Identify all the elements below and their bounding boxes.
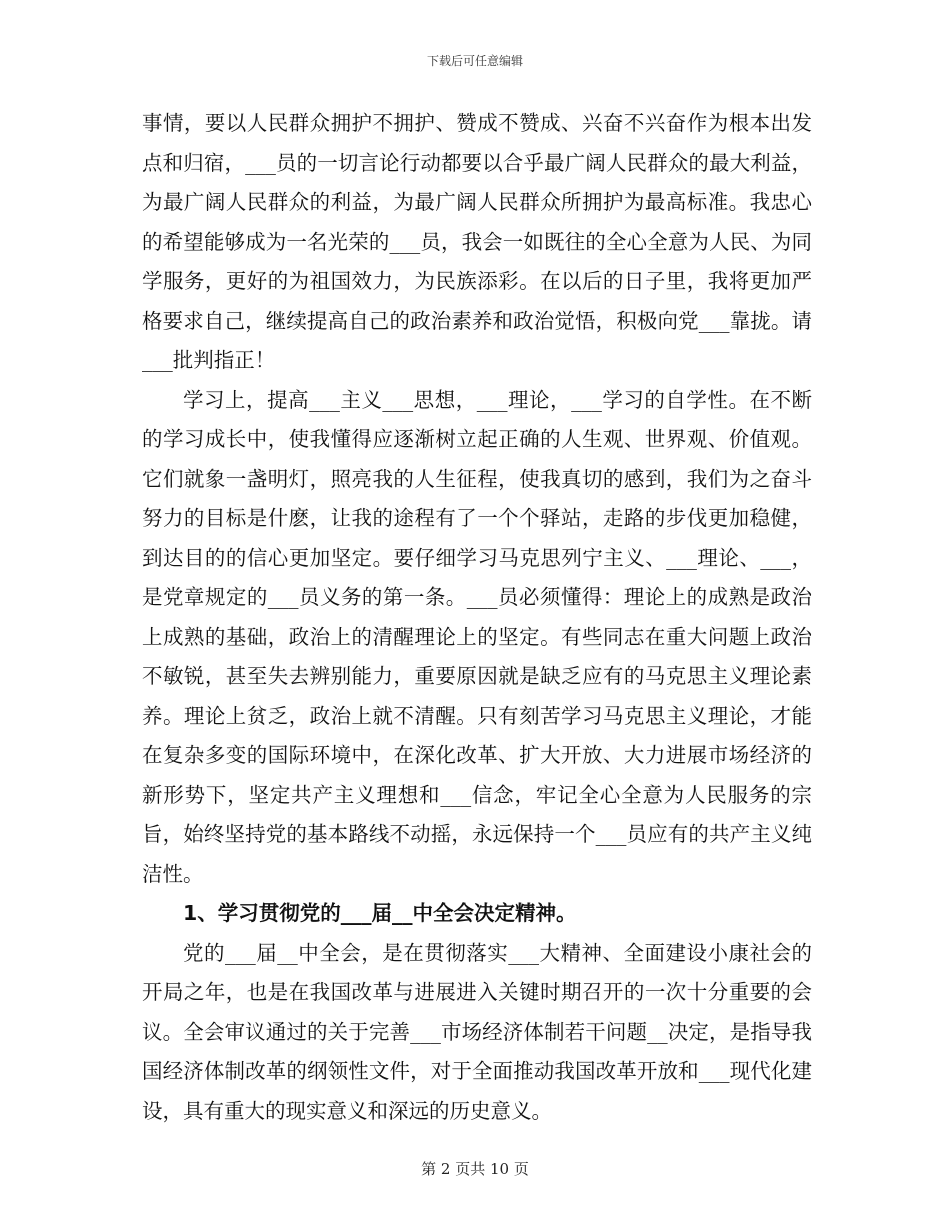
- page-header: 下载后可任意编辑: [426, 54, 523, 68]
- paragraph-continuation: 事情，要以人民群众拥护不拥护、赞成不赞成、兴奋不兴奋作为根本出发点和归宿，___员的一切言论行动都要以合乎最广阔人民群众的最大利益，为最广阔人民群众的利益，为最广阔人民群众所拥护为最高标准。我忠心的希望能够成为一名光荣的___员，我会一如既往的全心全意为人民、为同学服务，更好的为祖国效力，为民族添彩。在以后的日子里，我将更加严格要求自己，继续提高自己的政治素养和政治觉悟，积极向党___靠拢。请___批判指正！: [142, 111, 812, 372]
- paragraph-plenary: 党的___届__中全会，是在贯彻落实___大精神、全面建设小康社会的开局之年，也是在我国改革与进展进入关键时期召开的一次十分重要的会议。全会审议通过的关于完善___市场经济体制若干问题__决定，是指导我国经济体制改革的纲领性文件，对于全面推动我国改革开放和___现代化建设，具有重大的现实意义和深远的历史意义。: [142, 940, 812, 1123]
- paragraph-study: 学习上，提高___主义___思想，___理论，___学习的自学性。在不断的学习成长中，使我懂得应逐渐树立起正确的人生观、世界观、价值观。它们就象一盏明灯，照亮我的人生征程，使我真切的感到，我们为之奋斗努力的目标是什麽，让我的途程有了一个个驿站，走路的步伐更加稳健，到达目的的信心更加坚定。要仔细学习马克思列宁主义、___理论、___，是党章规定的___员义务的第一条。___员必须懂得：理论上的成熟是政治上成熟的基础，政治上的清醒理论上的坚定。有些同志在重大问题上政治不敏锐，甚至失去辨别能力，重要原因就是缺乏应有的马克思主义理论素养。理论上贫乏，政治上就不清醒。只有刻苦学习马克思主义理论，才能在复杂多变的国际环境中，在深化改革、扩大开放、大力进展市场经济的新形势下，坚定共产主义理想和___信念，牢记全心全意为人民服务的宗旨，始终坚持党的基本路线不动摇，永远保持一个___员应有的共产主义纯洁性。: [142, 387, 812, 886]
- document-body: [142, 104, 812, 1131]
- section-heading: 1、学习贯彻党的___届__中全会决定精神。: [183, 901, 577, 925]
- page-number: 第 2 页共 10 页: [421, 1160, 529, 1178]
